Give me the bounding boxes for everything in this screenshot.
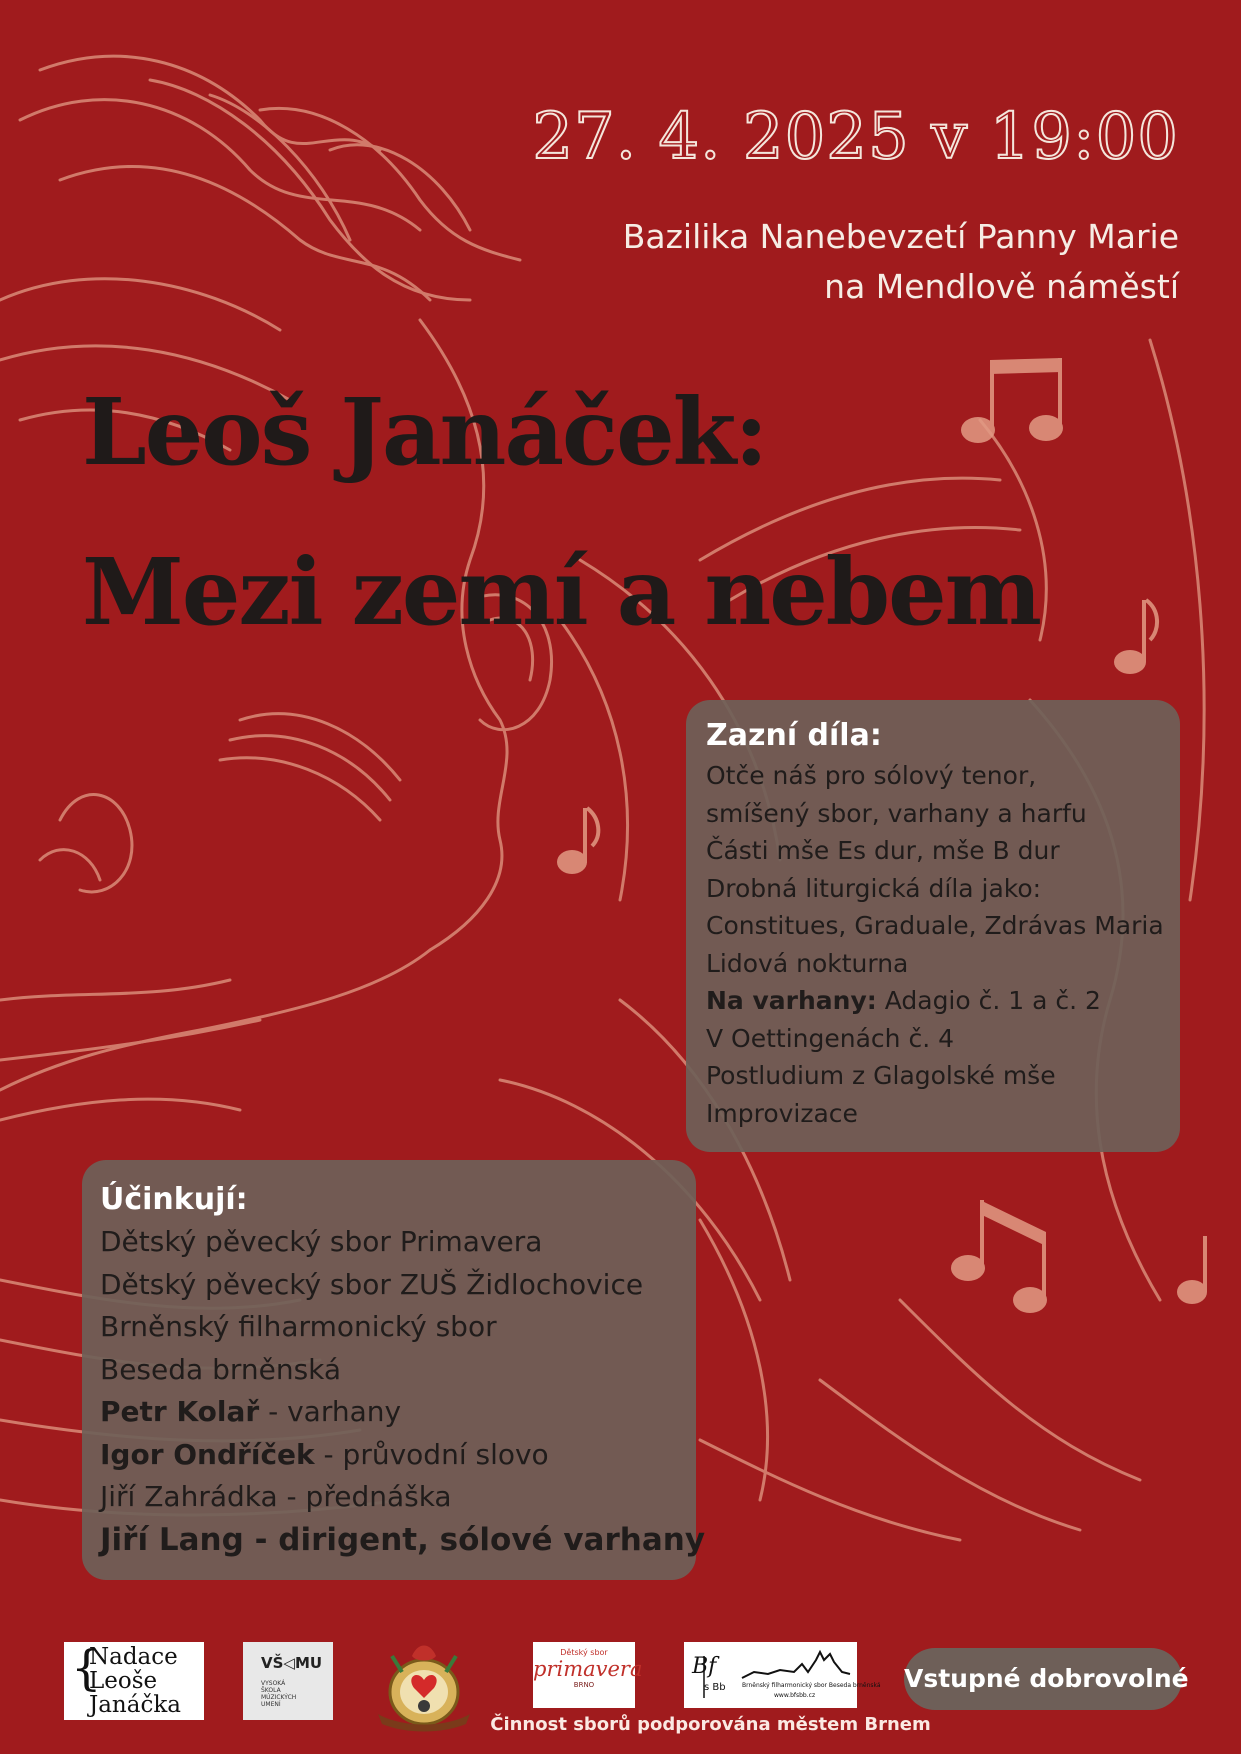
city-support-note: [0, 1714, 1241, 1735]
works-line: Části mše Es dur, mše B dur: [706, 836, 1060, 865]
title-line-2: Mezi zemí a nebem: [82, 538, 1040, 646]
works-heading: Zazní díla:: [706, 718, 882, 753]
event-date-time: 27. 4. 2025 v 19:00: [532, 100, 1179, 174]
organ-first-work: Adagio č. 1 a č. 2: [876, 986, 1101, 1015]
vsmu-text-line: ŠKOLA: [261, 1687, 281, 1694]
works-line: Lidová nokturna: [706, 948, 909, 978]
bfsbb-url: www.bfsbb.cz: [774, 1692, 816, 1699]
performer-item: [100, 1391, 680, 1434]
ensemble-item: Dětský pěvecký sbor ZUŠ Židlochovice: [100, 1267, 644, 1301]
performers-panel: [82, 1160, 706, 1580]
performer-name: Petr Kolař: [100, 1395, 260, 1428]
works-line: Drobná liturgická díla jako:: [706, 873, 1042, 903]
entry-badge: Vstupné dobrovolné: [904, 1648, 1182, 1710]
vsmu-mark: VŠ◁MU: [261, 1654, 323, 1672]
venue-line-2: na Mendlově náměstí: [824, 267, 1179, 306]
works-line: Improvizace: [706, 1098, 858, 1128]
nadace-logo-line: Nadace: [89, 1644, 178, 1670]
ensemble-item: Dětský pěvecký sbor Primavera: [100, 1225, 543, 1258]
performer-name: Igor Ondříček: [100, 1437, 315, 1471]
performer-role: - přednáška: [277, 1480, 452, 1513]
performer-role: - varhany: [259, 1395, 402, 1428]
organ-works-line: [706, 982, 1162, 1020]
bfsbb-logo: [684, 1642, 881, 1708]
performer-role: - průvodní slovo: [314, 1437, 549, 1471]
works-line: Postludium z Glagolské mše: [706, 1061, 1056, 1090]
works-panel: [686, 700, 1180, 1152]
vsmu-text: [261, 1680, 333, 1708]
venue: [623, 212, 1179, 312]
vsmu-logo: [243, 1642, 333, 1720]
nadace-logo-line: Janáčka: [89, 1692, 181, 1718]
brace-icon: {: [71, 1640, 102, 1696]
works-line: V Oettingenách č. 4: [706, 1023, 954, 1053]
title-line-1: Leoš Janáček:: [82, 378, 767, 486]
works-line: Constitues, Graduale, Zdrávas Maria: [706, 911, 1164, 940]
organ-label: Na varhany:: [706, 986, 877, 1015]
bfsbb-text: Brněnský filharmonický sbor Beseda brněnská: [742, 1682, 881, 1689]
vsmu-text-line: MÚZICKÝCH: [261, 1694, 297, 1701]
performer-name: Jiří Zahrádka: [100, 1480, 278, 1513]
ensemble-item: Brněnský filharmonický sbor: [100, 1310, 497, 1343]
vsmu-text-line: UMENÍ: [261, 1701, 281, 1708]
primavera-name: primavera: [533, 1657, 643, 1681]
bfsbb-mark-2: s Bb: [704, 1682, 726, 1693]
vsmu-text-line: VYSOKÁ: [261, 1680, 286, 1687]
venue-line-1: Bazilika Nanebevzetí Panny Marie: [622, 217, 1179, 256]
works-line: smíšený sbor, varhany a harfu: [706, 798, 1087, 828]
bfsbb-mark: Bf: [692, 1654, 717, 1679]
primavera-choir-logo: [533, 1642, 643, 1708]
conductor-item: Jiří Lang - dirigent, sólové varhany: [100, 1521, 706, 1558]
nadace-logo-line: Leoše: [89, 1668, 158, 1694]
support-text: Činnost sborů podporována městem Brnem: [490, 1714, 931, 1735]
performer-item: [100, 1476, 680, 1519]
works-line: Otče náš pro sólový tenor,: [706, 761, 1037, 790]
nadace-leose-janacka-logo: [64, 1642, 204, 1720]
ensemble-item: Beseda brněnská: [100, 1352, 342, 1386]
primavera-top-text: Dětský sbor: [560, 1648, 608, 1657]
primavera-city: BRNO: [573, 1681, 595, 1689]
concert-title: [82, 352, 1040, 672]
performer-item: [100, 1434, 680, 1477]
performers-heading: Účinkují:: [100, 1182, 248, 1217]
